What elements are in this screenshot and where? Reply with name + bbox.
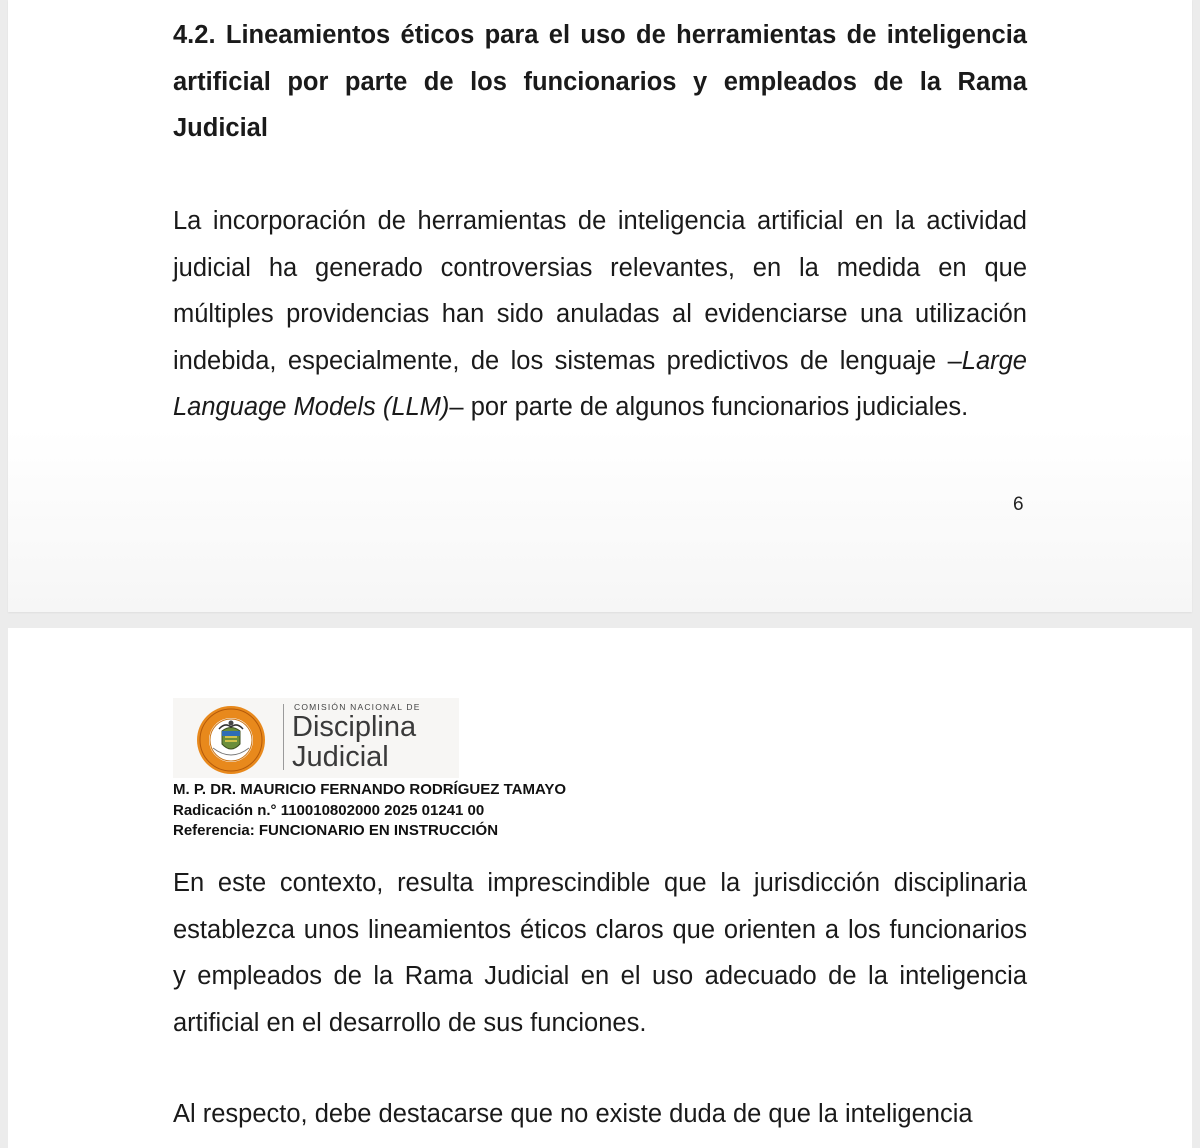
document-page-6 — [8, 0, 1192, 612]
magistrate-name: M. P. DR. MAURICIO FERNANDO RODRÍGUEZ TAMAYO — [173, 781, 567, 798]
logo-subtitle: COMISIÓN NACIONAL DE — [294, 702, 421, 712]
reference-line: Referencia: FUNCIONARIO EN INSTRUCCIÓN — [173, 822, 499, 839]
page-number: 6 — [1013, 494, 1024, 515]
logo-title-line2: Judicial — [292, 741, 389, 773]
institution-logo — [173, 698, 459, 778]
paragraph-llm — [173, 198, 1027, 431]
paragraph-italic-term: Large Language Models (LLM) — [173, 346, 1027, 421]
seal-icon — [195, 704, 267, 776]
logo-divider — [283, 704, 284, 770]
logo-title-line1: Disciplina — [292, 711, 417, 743]
document-page-7 — [8, 628, 1192, 1148]
paragraph-context: En este contexto, resulta imprescindible que la jurisdicción disciplinaria establezca unos lineamientos éticos claros que orienten a los funcionarios y empleados de la Rama Judicial en el uso adecuado de la inteligencia artificial en el desarrollo de sus funciones. — [173, 869, 1027, 1037]
paragraph-text-end: – por parte de algunos funcionarios judiciales. — [449, 393, 969, 421]
paragraph-respecto: Al respecto, debe destacarse que no existe duda de que la inteligencia — [173, 1100, 973, 1128]
section-heading: 4.2. Lineamientos éticos para el uso de herramientas de inteligencia artificial por parte de los funcionarios y empleados de la Rama Judicial — [173, 21, 1027, 142]
radicacion-number: Radicación n.° 110010802000 2025 01241 00 — [173, 801, 485, 819]
case-header — [173, 780, 566, 842]
paragraph-text-start: La incorporación de herramientas de inteligencia artificial en la actividad judicial ha generado controversias relevantes, en la medida en que múltiples providencias han sido anuladas al evidenciarse una utilización indebida, especialmente, de los sistemas predictivos de lenguaje – — [173, 207, 1027, 375]
